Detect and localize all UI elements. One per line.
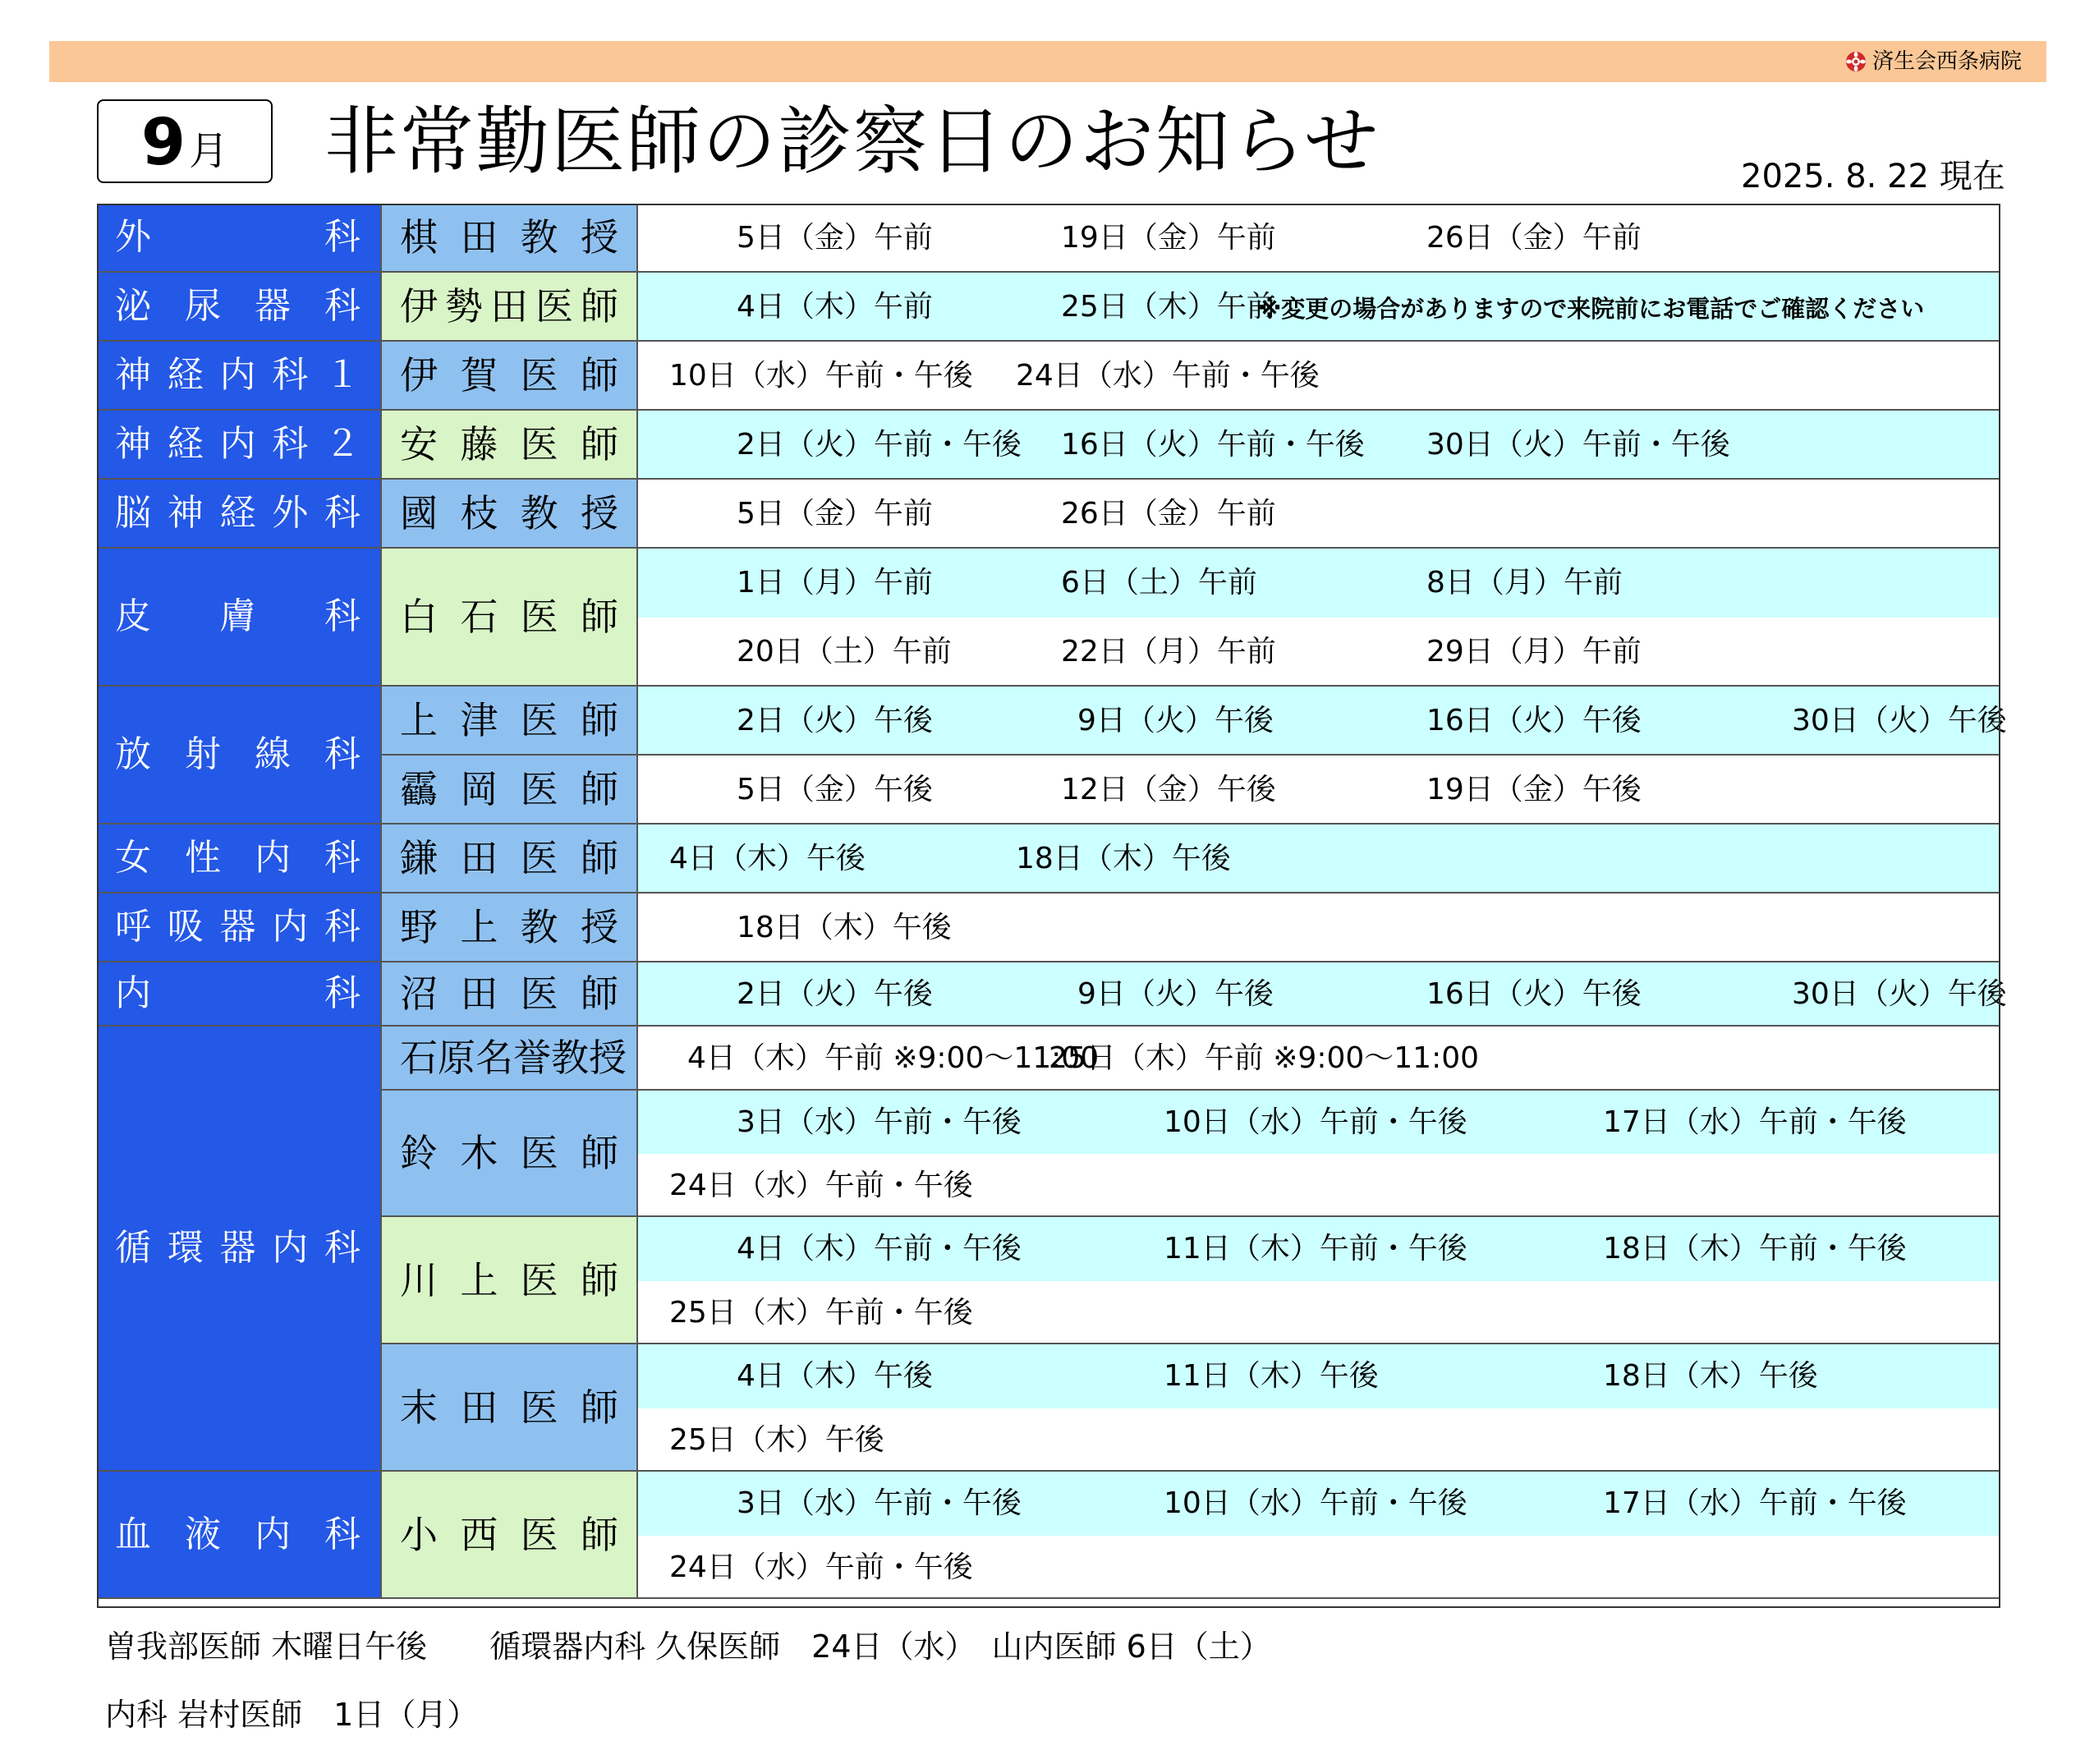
department-name: 神 経 内 科 １ xyxy=(115,354,361,396)
doctor-label xyxy=(382,962,638,1027)
schedule-slot: 24日（水）午前・午後 xyxy=(1016,359,1320,393)
doctor-name: 國 枝 教 授 xyxy=(400,491,618,535)
doctor-name: 伊 勢 田 医 師 xyxy=(400,284,618,328)
doctor-name: 野 上 教 授 xyxy=(400,905,618,949)
schedule-slot: 3日（水）午前・午後 xyxy=(737,1486,1022,1520)
schedule-row xyxy=(638,756,2000,825)
schedule-slot: 19日（金）午後 xyxy=(1426,773,1642,806)
saiseikai-emblem-icon xyxy=(1844,50,1867,73)
footer-note-1: 曽我部医師 木曜日午後 循環器内科 久保医師 24日（水） 山内医師 6日（土） xyxy=(105,1628,1271,1665)
doctor-label xyxy=(382,1344,638,1472)
schedule-row xyxy=(638,411,2000,480)
doctor-label xyxy=(382,1472,638,1599)
schedule-slot: 24日（水）午前・午後 xyxy=(669,1550,973,1584)
schedule-slot: 16日（火）午前・午後 xyxy=(1061,428,1365,462)
department-name: 循 環 器 内 科 xyxy=(115,1227,361,1269)
doctor-name: 棋 田 教 授 xyxy=(400,215,618,260)
schedule-slot: 4日（木）午前 ※9:00～11:00 xyxy=(687,1041,1100,1075)
schedule-row xyxy=(638,273,2000,342)
department-label xyxy=(97,893,382,962)
department-label xyxy=(97,273,382,342)
schedule-slot: 30日（火）午後 xyxy=(1792,977,2007,1011)
doctor-name: 白 石 医 師 xyxy=(400,595,618,639)
page-title: 非常勤医師の診察日のお知らせ xyxy=(324,99,1380,185)
department-name: 内 科 xyxy=(115,972,361,1014)
schedule-slot: 4日（木）午後 xyxy=(737,1359,933,1393)
schedule-slot: 4日（木）午前・午後 xyxy=(737,1232,1022,1266)
schedule-slot: 25日（木）午前 ※9:00～11:00 xyxy=(1049,1041,1480,1075)
schedule-slot: 9日（火）午後 xyxy=(1077,977,1274,1011)
department-name: 呼 吸 器 内 科 xyxy=(115,906,361,948)
schedule-slot: 10日（水）午前・午後 xyxy=(669,359,973,393)
doctor-name: 石 原 名 誉 教 授 xyxy=(400,1036,627,1080)
department-name: 女 性 内 科 xyxy=(115,837,361,879)
schedule-row xyxy=(638,687,2007,756)
doctor-label xyxy=(382,273,638,342)
schedule-slot: 11日（木）午前・午後 xyxy=(1164,1232,1467,1266)
schedule-slot: 20日（土）午前 xyxy=(737,635,952,668)
schedule-slot: 24日（水）午前・午後 xyxy=(669,1168,973,1202)
doctor-label xyxy=(382,411,638,480)
hospital-name xyxy=(1844,49,2022,74)
schedule-slot: 19日（金）午前 xyxy=(1061,221,1276,255)
doctor-name: 鈴 木 医 師 xyxy=(400,1131,618,1175)
schedule-slot: 25日（木）午前 xyxy=(1061,290,1276,324)
doctor-label xyxy=(382,342,638,411)
department-name: 外 科 xyxy=(115,216,361,258)
doctor-name: 安 藤 医 師 xyxy=(400,422,618,466)
department-label xyxy=(97,962,382,1027)
schedule-row xyxy=(638,480,2000,549)
schedule-slot: 4日（木）午前 xyxy=(737,290,933,324)
schedule-slot: 10日（水）午前・午後 xyxy=(1164,1105,1467,1139)
schedule-row xyxy=(638,1344,2000,1408)
header-band xyxy=(49,41,2046,82)
department-label xyxy=(97,342,382,411)
hospital-name-text: 済生会西条病院 xyxy=(1871,49,2022,74)
department-label xyxy=(97,480,382,549)
schedule-row xyxy=(638,1472,2000,1536)
schedule-slot: 16日（火）午後 xyxy=(1426,977,1642,1011)
schedule-row xyxy=(638,1281,2000,1344)
schedule-slot: 30日（火）午前・午後 xyxy=(1426,428,1730,462)
schedule-slot: 5日（金）午後 xyxy=(737,773,933,806)
doctor-label xyxy=(382,1027,638,1091)
department-name: 脳 神 経 外 科 xyxy=(115,492,361,534)
schedule-table xyxy=(97,204,2007,1608)
doctor-label xyxy=(382,756,638,825)
schedule-row xyxy=(638,1027,2000,1091)
department-label xyxy=(97,411,382,480)
schedule-slot: 5日（金）午前 xyxy=(737,497,933,531)
schedule-note: ※変更の場合がありますので来院前にお電話でご確認ください xyxy=(1258,295,1925,323)
month-unit: 月 xyxy=(189,128,229,174)
doctor-label xyxy=(382,893,638,962)
doctor-label xyxy=(382,204,638,273)
department-label xyxy=(97,1472,382,1599)
footer-note-2: 内科 岩村医師 1日（月） xyxy=(105,1697,479,1733)
schedule-slot: 6日（土）午前 xyxy=(1061,566,1257,599)
schedule-row xyxy=(638,893,2000,962)
schedule-slot: 18日（木）午後 xyxy=(1603,1359,1818,1393)
schedule-slot: 2日（火）午後 xyxy=(737,977,933,1011)
schedule-slot: 25日（木）午後 xyxy=(669,1422,884,1457)
schedule-row xyxy=(638,1408,2000,1472)
schedule-slot: 30日（火）午後 xyxy=(1792,704,2007,737)
department-name: 皮 膚 科 xyxy=(115,595,361,637)
schedule-slot: 17日（水）午前・午後 xyxy=(1603,1486,1907,1520)
schedule-slot: 26日（金）午前 xyxy=(1426,221,1642,255)
schedule-slot: 11日（木）午後 xyxy=(1164,1359,1379,1393)
month-box xyxy=(97,99,273,183)
doctor-name: 上 津 医 師 xyxy=(400,698,618,742)
schedule-slot: 2日（火）午前・午後 xyxy=(737,428,1022,462)
schedule-slot: 29日（月）午前 xyxy=(1426,635,1642,668)
schedule-row xyxy=(638,549,2000,618)
department-name: 泌 尿 器 科 xyxy=(115,285,361,327)
schedule-row xyxy=(638,1536,2000,1599)
schedule-slot: 10日（水）午前・午後 xyxy=(1164,1486,1467,1520)
schedule-slot: 4日（木）午後 xyxy=(669,842,866,875)
schedule-slot: 2日（火）午後 xyxy=(737,704,933,737)
schedule-slot: 18日（木）午前・午後 xyxy=(1603,1232,1907,1266)
month-number: 9 xyxy=(140,106,186,180)
schedule-slot: 26日（金）午前 xyxy=(1061,497,1276,531)
schedule-row xyxy=(638,618,2000,687)
schedule-slot: 17日（水）午前・午後 xyxy=(1603,1105,1907,1139)
schedule-row xyxy=(638,1091,2000,1154)
doctor-label xyxy=(382,1217,638,1344)
schedule-slot: 5日（金）午前 xyxy=(737,221,933,255)
department-name: 放 射 線 科 xyxy=(115,733,361,775)
doctor-label xyxy=(382,825,638,893)
doctor-name: 沼 田 医 師 xyxy=(400,972,618,1016)
doctor-name: 鎌 田 医 師 xyxy=(400,836,618,880)
schedule-row xyxy=(638,1217,2000,1281)
schedule-slot: 8日（月）午前 xyxy=(1426,566,1623,599)
department-label xyxy=(97,825,382,893)
schedule-slot: 16日（火）午後 xyxy=(1426,704,1642,737)
schedule-slot: 1日（月）午前 xyxy=(737,566,933,599)
schedule-row xyxy=(638,1154,2000,1217)
schedule-slot: 18日（木）午後 xyxy=(1016,842,1231,875)
department-name: 神 経 内 科 ２ xyxy=(115,423,361,465)
department-label xyxy=(97,1027,382,1472)
doctor-name: 靏 岡 医 師 xyxy=(400,767,618,811)
doctor-label xyxy=(382,1091,638,1217)
as-of-date: 2025. 8. 22 現在 xyxy=(1741,158,2005,195)
doctor-name: 小 西 医 師 xyxy=(400,1512,618,1557)
schedule-slot: 25日（木）午前・午後 xyxy=(669,1295,973,1330)
department-label xyxy=(97,549,382,687)
schedule-row xyxy=(638,825,2000,893)
doctor-name: 伊 賀 医 師 xyxy=(400,353,618,397)
doctor-label xyxy=(382,549,638,687)
doctor-name: 川 上 医 師 xyxy=(400,1257,618,1302)
schedule-row xyxy=(638,962,2007,1027)
schedule-slot: 9日（火）午後 xyxy=(1077,704,1274,737)
schedule-slot: 18日（木）午後 xyxy=(737,911,952,944)
doctor-label xyxy=(382,687,638,756)
schedule-slot: 3日（水）午前・午後 xyxy=(737,1105,1022,1139)
doctor-name: 末 田 医 師 xyxy=(400,1385,618,1430)
department-label xyxy=(97,687,382,825)
doctor-label xyxy=(382,480,638,549)
schedule-slot: 12日（金）午後 xyxy=(1061,773,1276,806)
department-name: 血 液 内 科 xyxy=(115,1513,361,1555)
schedule-row xyxy=(638,342,2000,411)
department-label xyxy=(97,204,382,273)
schedule-slot: 22日（月）午前 xyxy=(1061,635,1276,668)
schedule-row xyxy=(638,204,2000,273)
